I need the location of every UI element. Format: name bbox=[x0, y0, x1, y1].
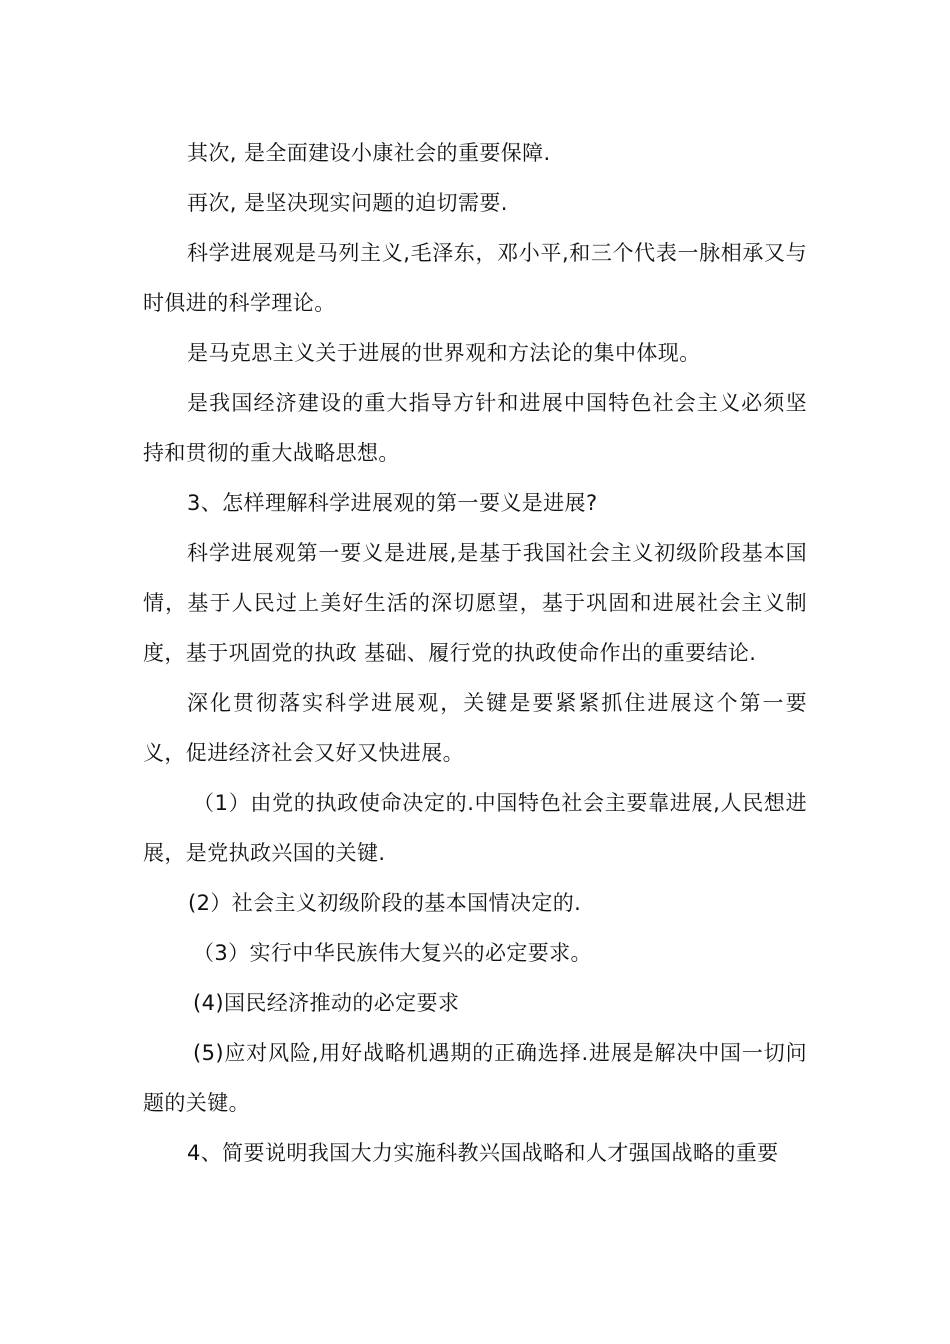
list-item-4: (4)国民经济推动的必定要求 bbox=[193, 991, 460, 1015]
list-item-5: (5)应对风险,用好战略机遇期的正确选择.进展是解决中国一切问题的关键。 bbox=[143, 1041, 807, 1115]
paragraph-secondly: 其次, 是全面建设小康社会的重要保障. bbox=[187, 141, 551, 165]
list-item-1: （1）由党的执政使命决定的.中国特色社会主要靠进展,人民想进展，是党执政兴国的关键. bbox=[143, 791, 807, 865]
paragraph-marxism-worldview: 是马克思主义关于进展的世界观和方法论的集中体现。 bbox=[187, 341, 701, 365]
paragraph-implementation-key: 深化贯彻落实科学进展观，关键是要紧紧抓住进展这个第一要义，促进经济社会又好又快进展。 bbox=[143, 691, 807, 765]
paragraph-guiding-principle: 是我国经济建设的重大指导方针和进展中国特色社会主义必须坚持和贯彻的重大战略思想。 bbox=[143, 391, 807, 465]
document-body bbox=[143, 128, 807, 1178]
paragraph-again: 再次, 是坚决现实问题的迫切需要. bbox=[187, 191, 508, 215]
paragraph-scientific-outlook-theory: 科学进展观是马列主义,毛泽东，邓小平,和三个代表一脉相承又与时俱进的科学理论。 bbox=[143, 241, 807, 315]
list-item-2: (2）社会主义初级阶段的基本国情决定的. bbox=[188, 891, 582, 915]
question-4-heading: 4、简要说明我国大力实施科教兴国战略和人才强国战略的重要 bbox=[187, 1141, 779, 1165]
list-item-3: （3）实行中华民族伟大复兴的必定要求。 bbox=[193, 941, 592, 965]
question-3-heading: 3、怎样理解科学进展观的第一要义是进展? bbox=[187, 491, 598, 515]
paragraph-first-essence: 科学进展观第一要义是进展,是基于我国社会主义初级阶段基本国情，基于人民过上美好生活的深切愿望，基于巩固和进展社会主义制度，基于巩固党的执政 基础、履行党的执政使命作出的重要结论. bbox=[143, 541, 807, 665]
